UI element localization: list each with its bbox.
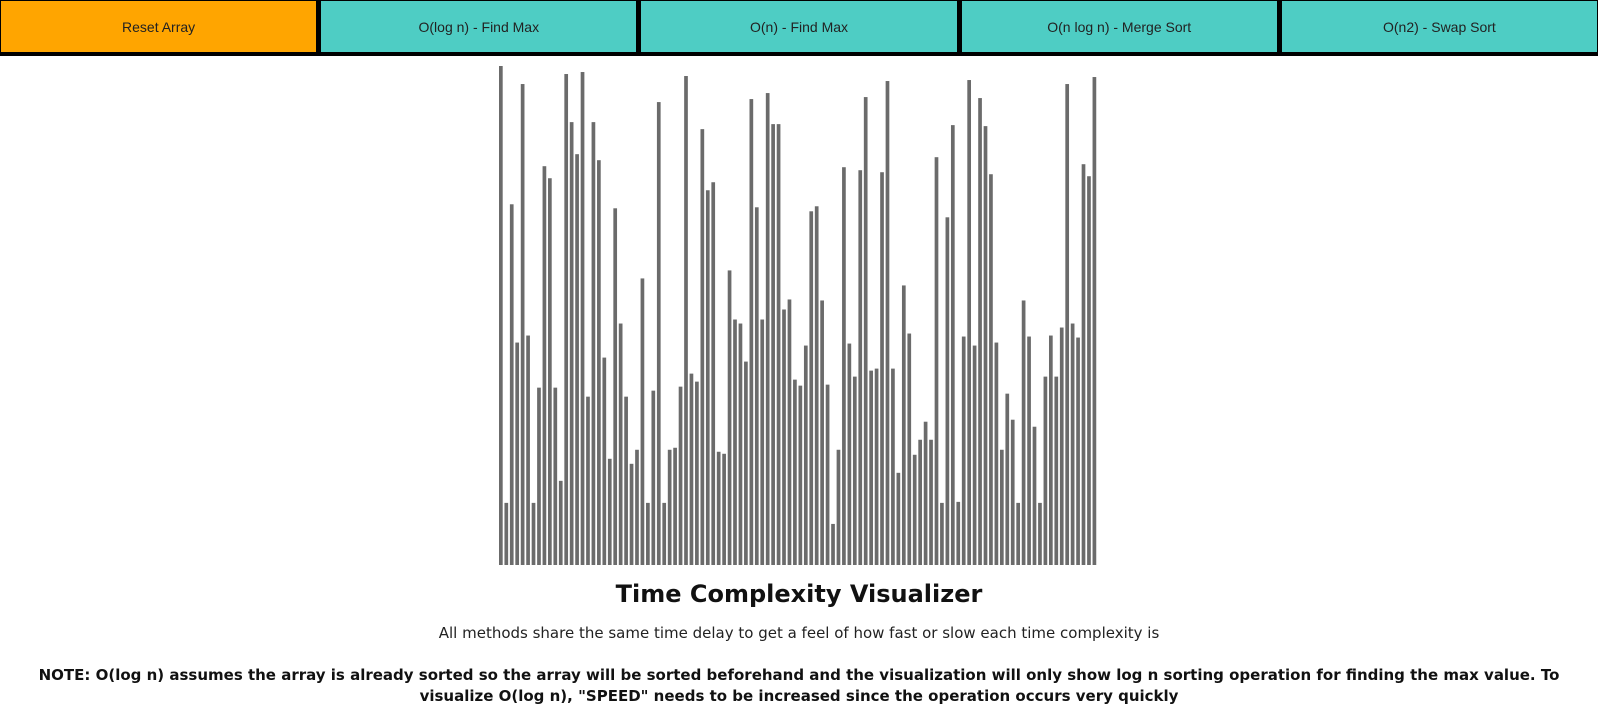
- array-bar: [1060, 328, 1064, 565]
- array-bar: [1033, 427, 1037, 565]
- array-bar: [820, 300, 824, 565]
- array-bar: [722, 454, 726, 565]
- array-bar: [744, 362, 748, 565]
- array-bar: [907, 334, 911, 565]
- array-bar: [984, 126, 988, 565]
- page-title: Time Complexity Visualizer: [615, 580, 983, 608]
- array-bar: [597, 160, 601, 565]
- array-bar: [902, 285, 906, 565]
- array-bar: [869, 371, 873, 565]
- array-bar: [499, 66, 503, 565]
- array-bar: [602, 358, 606, 565]
- array-bar: [864, 97, 868, 565]
- array-bar: [515, 343, 519, 565]
- array-bar: [570, 122, 574, 565]
- array-bar: [1016, 503, 1020, 565]
- array-bar: [749, 99, 753, 565]
- array-bar: [564, 74, 568, 565]
- array-bar: [1005, 394, 1009, 565]
- array-bar: [1071, 324, 1075, 565]
- array-bar: [946, 217, 950, 565]
- array-bar: [799, 386, 803, 565]
- array-bar: [504, 503, 508, 565]
- array-bar: [521, 84, 525, 565]
- array-bar: [532, 503, 536, 565]
- array-bar: [1054, 377, 1058, 565]
- array-bar: [559, 481, 563, 565]
- array-bar: [1027, 337, 1031, 565]
- array-bar: [978, 98, 982, 565]
- toolbar: [0, 0, 1598, 56]
- array-bar: [662, 503, 666, 565]
- array-bar: [684, 76, 688, 565]
- array-bar: [646, 503, 650, 565]
- array-bars-svg: [499, 64, 1098, 565]
- array-bar: [733, 320, 737, 565]
- array-bar: [962, 337, 966, 565]
- array-bar: [853, 377, 857, 565]
- nlogn-merge-sort-button[interactable]: O(n log n) - Merge Sort: [961, 0, 1278, 53]
- array-bar: [630, 464, 634, 565]
- array-bar: [619, 324, 623, 565]
- array-bar: [809, 211, 813, 565]
- array-bar: [967, 80, 971, 565]
- array-bar: [1000, 450, 1004, 565]
- array-bar: [935, 157, 939, 565]
- array-bar: [848, 344, 852, 565]
- array-bar: [858, 170, 862, 565]
- array-bar: [826, 385, 830, 565]
- page-subtitle: All methods share the same time delay to get a feel of how fast or slow each time complexity is: [438, 624, 1160, 642]
- array-bar: [641, 278, 645, 565]
- array-bar: [728, 270, 732, 565]
- array-bar: [1011, 420, 1015, 565]
- array-bar: [924, 422, 928, 565]
- array-bar: [842, 167, 846, 565]
- array-bar: [760, 320, 764, 565]
- array-bar: [995, 343, 999, 565]
- array-bar: [613, 208, 617, 565]
- array-bar: [951, 125, 955, 565]
- array-bar: [706, 190, 710, 565]
- array-bar: [1093, 77, 1097, 565]
- array-bar: [837, 450, 841, 565]
- array-bar: [771, 124, 775, 565]
- array-bar: [717, 452, 721, 565]
- array-bar: [657, 102, 661, 565]
- array-bar: [886, 81, 890, 565]
- array-bar: [668, 450, 672, 565]
- array-bar: [989, 174, 993, 565]
- array-bar: [673, 448, 677, 565]
- n-find-max-button[interactable]: O(n) - Find Max: [640, 0, 957, 53]
- array-bar: [575, 154, 579, 565]
- array-bar: [651, 391, 655, 565]
- array-bar: [1087, 176, 1091, 565]
- array-bar: [586, 397, 590, 565]
- array-bar: [891, 369, 895, 565]
- array-bar: [766, 93, 770, 565]
- logn-find-max-button[interactable]: O(log n) - Find Max: [320, 0, 637, 53]
- array-bar: [548, 178, 552, 565]
- array-bar: [973, 346, 977, 565]
- array-bar: [581, 72, 585, 565]
- array-bar: [592, 122, 596, 565]
- array-bar: [537, 388, 541, 565]
- n2-swap-sort-button[interactable]: O(n2) - Swap Sort: [1281, 0, 1598, 53]
- array-bar: [1065, 84, 1069, 565]
- array-bar: [739, 324, 743, 565]
- array-bar: [1049, 336, 1053, 565]
- array-bar: [700, 129, 704, 565]
- array-bar: [804, 346, 808, 565]
- array-bar: [788, 299, 792, 565]
- array-bar: [553, 388, 557, 565]
- array-bar: [777, 124, 781, 565]
- array-bar: [929, 440, 933, 565]
- array-bar: [1044, 377, 1048, 565]
- array-bar: [526, 336, 530, 565]
- array-bar: [913, 455, 917, 565]
- array-bar: [608, 459, 612, 565]
- array-bars-visualization: [499, 64, 1098, 565]
- array-bar: [711, 182, 715, 565]
- array-bar: [940, 503, 944, 565]
- array-bar: [782, 309, 786, 565]
- array-bar: [956, 502, 960, 565]
- array-bar: [690, 374, 694, 565]
- array-bar: [635, 450, 639, 565]
- array-bar: [1082, 164, 1086, 565]
- array-bar: [624, 397, 628, 565]
- array-bar: [875, 369, 879, 565]
- note-text: NOTE: O(log n) assumes the array is already sorted so the array will be sorted beforehand and the visualization will only show log n sorting operation for finding the max value. To visualize O(log n), "SPEED" needs to be increased since the operation occurs very quickly: [38, 666, 1560, 705]
- array-bar: [918, 440, 922, 565]
- array-bar: [1022, 300, 1026, 565]
- array-bar: [543, 166, 547, 565]
- array-bar: [695, 382, 699, 565]
- array-bar: [815, 206, 819, 565]
- array-bar: [1076, 338, 1080, 565]
- array-bar: [1038, 503, 1042, 565]
- array-bar: [755, 207, 759, 565]
- reset-array-button[interactable]: Reset Array: [0, 0, 317, 53]
- array-bar: [510, 204, 514, 565]
- array-bar: [793, 380, 797, 565]
- array-bar: [897, 473, 901, 565]
- array-bar: [831, 524, 835, 565]
- array-bar: [679, 387, 683, 565]
- array-bar: [880, 172, 884, 565]
